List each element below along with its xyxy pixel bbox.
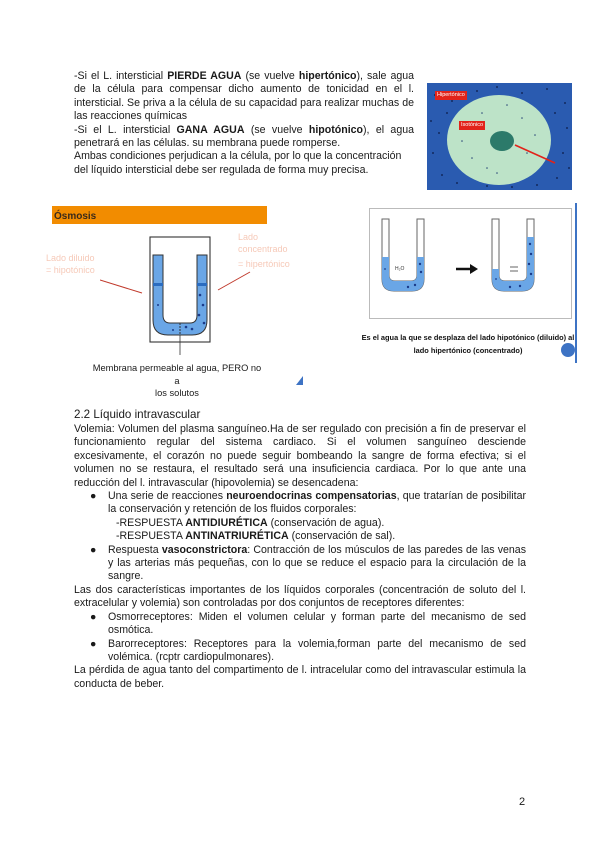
concentrated-side-label: Lado concentrado = hipertónico [238,232,290,269]
utube-transfer-figure [369,208,572,319]
page-number: 2 [519,796,526,808]
intro-text [74,70,414,177]
body-paragraph-3: La pérdida de agua tanto del compartimento de l. intracelular como del intravascular estimula la conducta de beber. [74,664,526,690]
antidiuretic-response: -RESPUESTA ANTIDIURÉTICA (conservación de agua). [116,516,385,529]
compensatory-list [74,490,526,584]
intro-paragraph-3: Ambas condiciones perjudican a la célula, por lo que la concentración del líquido intersticial debe ser regulada de forma muy precisa. [74,150,402,176]
hypertonic-label: Hipertónico [437,92,465,98]
list-item: ● Osmorreceptores: Miden el volumen celular y forman parte del mecanismo de sed osmótica. [90,610,526,637]
bullet-icon: ● [90,490,97,503]
receptor-list [74,611,526,665]
osmosis-caption: Membrana permeable al agua, PERO no a los solutos [92,363,262,398]
cell-tonicity-figure [427,83,572,190]
list-item: ● Barorreceptores: Receptores para la volemia,forman parte del mecanismo de sed volémica. (rcptr cardiopulmonares). [90,637,526,663]
figure-marker-dot [561,343,575,357]
list-item: ● Una serie de reacciones neuroendocrinas compensatorias, que tratarían de posibilitar la conservación y retención de los fluidos corporales: -RESPUESTA ANTIDIURÉTICA (conservación de agua). -RESPUESTA ANTINATRIURÉTICA (conservación de sal). [90,490,526,543]
section-title: 2.2 Líquido intravascular [74,408,201,421]
osmosis-title-bar: Ósmosis [52,206,267,224]
intro-paragraph-1: -Si el L. intersticial PIERDE AGUA (se vuelve hipertónico), sale agua de la célula para compensar dicho aumento de tonicidad en el l. intersticial. Se priva a la célula de su capacidad para realizar muchas de las reacciones químicas [74,70,415,123]
body-paragraph-1: Volemia: Volumen del plasma sanguíneo.Ha de ser regulado con precisión a fin de preservar el funcionamiento regular del sistema cardiaco. Si el volumen sanguíneo desciende excesivamente, el corazón no puede seguir bombeando la sangre de forma efectiva; si el volumen no se restaura, el resultado será una insuficiencia cardiaca. Por lo que ante una reducción del l. intravascular (hipovolemia) se desencadena: [74,423,526,489]
isotonic-label: Isotónico [461,122,484,128]
h2o-label: H₂O [395,266,405,272]
osmosis-utube-diagram [100,235,260,370]
diluted-side-label: Lado diluido = hipotónico [46,253,95,275]
intro-paragraph-2: -Si el L. intersticial GANA AGUA (se vuelve hipotónico), el agua penetrará en las células. su membrana puede romperse. [74,123,414,150]
bullet-icon: ● [90,637,97,650]
bullet-icon: ● [90,610,97,623]
body-paragraph-2: Las dos características importantes de los líquidos corporales (concentración de soluto del l. extracelular y volemia) son controladas por dos conjuntos de receptores diferentes: [74,583,526,610]
antinatriuretic-response: -RESPUESTA ANTINATRIURÉTICA (conservación de sal). [116,530,396,543]
body-text [74,423,526,691]
utube-caption: Es el agua la que se desplaza del lado hipotónico (diluido) al lado hipertónico (concentrado) [361,333,575,355]
bullet-icon: ● [90,543,97,556]
list-item: ● Respuesta vasoconstrictora: Contracción de los músculos de las paredes de las venas y las arterias más pequeñas, con lo que se reduce el espacio para la circulación de la sangre. [90,543,526,583]
utube-before-after-diagram [370,209,571,318]
corner-mark-icon [296,376,304,386]
